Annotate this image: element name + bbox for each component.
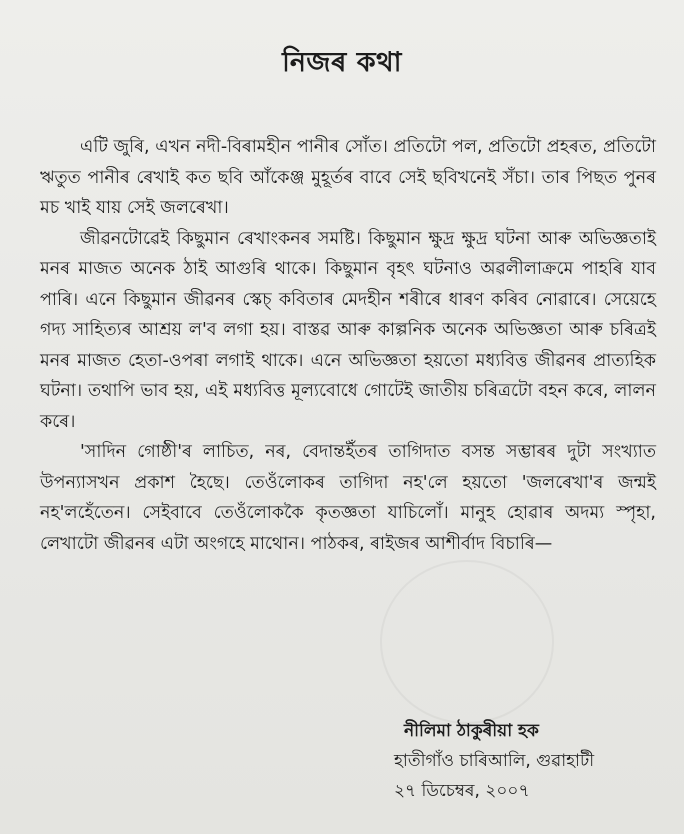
faded-watermark [380,560,554,724]
signature-date: ২৭ ডিচেম্বৰ, ২০০৭ [394,781,530,801]
paragraph-3: 'সাদিন গোষ্ঠী'ৰ লাচিত, নৰ, বেদান্তইঁতৰ তাগিদাত বসন্ত সম্ভাৰৰ দুটা সংখ্যাত উপন্যাসখন প্ৰকাশ হৈছে। তেওঁলোকৰ তাগিদা নহ'লে হয়তো 'জলৰেখা'ৰ জন্মই নহ'লহেঁতেন। সেইবাবে তেওঁলোককৈ কৃতজ্ঞতা যাচিলোঁ। মানুহ হোৱাৰ অদম্য স্পৃহা, লেখাটো জীৱনৰ এটা অংগহে মাথোন। পাঠকৰ, ৰাইজৰ আশীৰ্বাদ বিচাৰি— [40,442,656,554]
author-place: হাতীগাঁও চাৰিআলি, গুৱাহাটী [394,751,595,771]
author-name: নীলিমা ঠাকুৰীয়া হক [404,721,539,741]
paragraph-1: এটি জুৰি, এখন নদী-বিৰামহীন পানীৰ সোঁত। প্ৰতিটো পল, প্ৰতিটো প্ৰহৰত, প্ৰতিটো ঋতুত পানীৰ ৰেখাই কত ছবি আঁকেঞ্জ মুহূৰ্তৰ বাবে সেই ছবিখনেই সঁচা। তাৰ পিছত পুনৰ মচ খাই যায় সেই জলৰেখা। [40,137,656,218]
preface-body [40,132,656,559]
signature-block [394,716,594,806]
page-title: নিজৰ কথা [282,47,402,78]
paragraph-2: জীৱনটোৱেই কিছুমান ৰেখাংকনৰ সমষ্টি। কিছুমান ক্ষুদ্ৰ ক্ষুদ্ৰ ঘটনা আৰু অভিজ্ঞতাই মনৰ মাজত অনেক ঠাই আগুৰি থাকে। কিছুমান বৃহৎ ঘটনাও অৱলীলাক্ৰমে পাহৰি যাব পাৰি। এনে কিছুমান জীৱনৰ স্কেচ্‌ কবিতাৰ মেদহীন শৰীৰে ধাৰণ কৰিব নোৱাৰে। সেয়েহে গদ্য সাহিত্যৰ আশ্ৰয় ল'ব লগা হয়। বাস্তৱ আৰু কাল্পনিক অনেক অভিজ্ঞতা আৰু চৰিত্ৰই মনৰ মাজত হেতা-ওপৰা লগাই থাকে। এনে অভিজ্ঞতা হয়তো মধ্যবিত্ত জীৱনৰ প্ৰাত্যহিক ঘটনা। তথাপি ভাব হয়, এই মধ্যবিত্ত মূল্যবোধে গোটেই জাতীয় চৰিত্ৰটো বহন কৰে, লালন কৰে। [40,228,656,432]
